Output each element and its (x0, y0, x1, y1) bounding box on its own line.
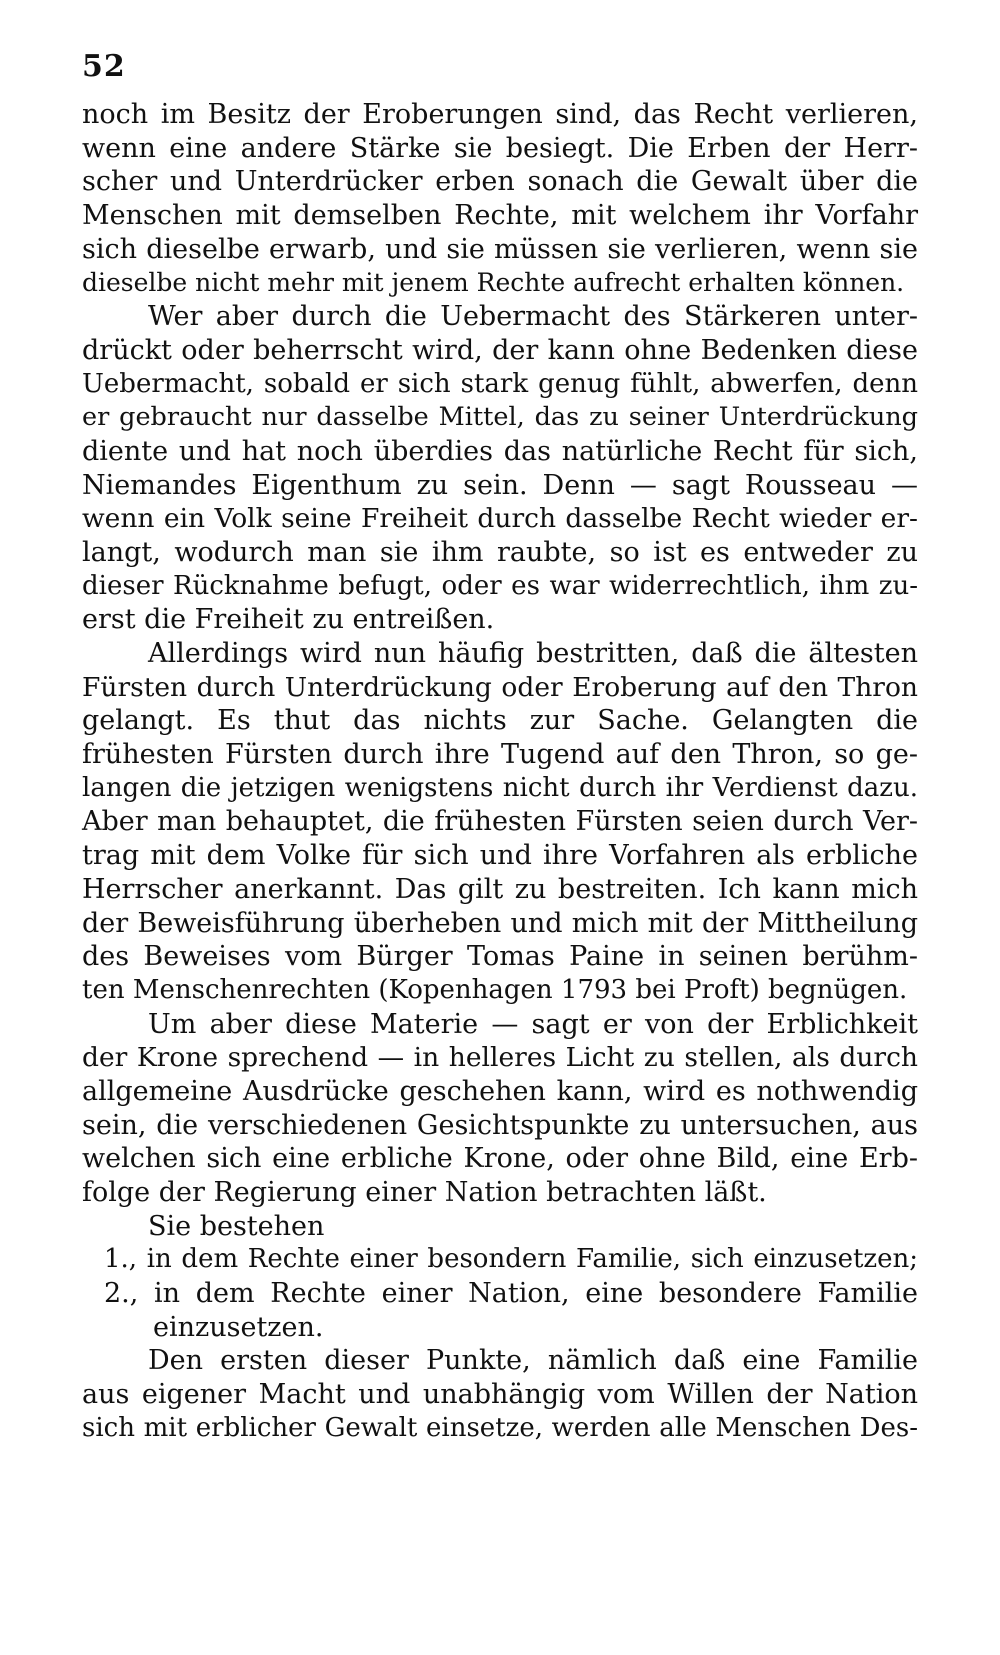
text-line: langt, wodurch man sie ihm raubte, so ist es entweder zu (82, 536, 918, 568)
list-item-continuation: einzusetzen. (153, 1311, 324, 1343)
text-line: erst die Freiheit zu entreißen. (82, 604, 495, 636)
text-line: drückt oder beherrscht wird, der kann ohne Bedenken diese (82, 334, 918, 366)
list-item: 1., in dem Rechte einer besondern Familie, sich einzusetzen; (104, 1244, 918, 1275)
text-line: wenn ein Volk seine Freiheit durch dasselbe Recht wieder er- (82, 503, 918, 535)
document-page (82, 36, 918, 1446)
text-line: dieser Rücknahme befugt, oder es war widerrechtlich, ihm zu- (82, 570, 918, 601)
text-line: Aber man behauptet, die frühesten Fürsten seien durch Ver- (82, 806, 918, 838)
text-line: der Beweisführung überheben und mich mit der Mittheilung (82, 907, 918, 939)
list-item: 2., in dem Rechte einer Nation, eine besondere Familie (104, 1278, 918, 1310)
text-line: Den ersten dieser Punkte, nämlich daß eine Familie (148, 1345, 918, 1377)
text-line: gelangt. Es thut das nichts zur Sache. Gelangten die (82, 705, 918, 737)
text-line: wenn eine andere Stärke sie besiegt. Die Erben der Herr- (82, 132, 918, 164)
text-line: Herrscher anerkannt. Das gilt zu bestreiten. Ich kann mich (82, 873, 918, 905)
body-text (82, 98, 918, 1446)
text-line: ten Menschenrechten (Kopenhagen 1793 bei Proft) begnügen. (82, 974, 908, 1005)
text-line: folge der Regierung einer Nation betrachten läßt. (82, 1177, 767, 1208)
text-line: allgemeine Ausdrücke geschehen kann, wird es nothwendig (82, 1075, 918, 1107)
text-line: Menschen mit demselben Rechte, mit welchem ihr Vorfahr (82, 200, 918, 232)
text-line: diente und hat noch überdies das natürliche Recht für sich, (82, 435, 918, 467)
text-line: Wer aber durch die Uebermacht des Stärkeren unter- (148, 301, 918, 333)
text-line: scher und Unterdrücker erben sonach die Gewalt über die (82, 166, 918, 198)
text-line: Uebermacht, sobald er sich stark genug fühlt, abwerfen, denn (82, 368, 918, 399)
text-line: Niemandes Eigenthum zu sein. Denn — sagt Rousseau — (82, 469, 918, 501)
page-number: 52 (82, 49, 126, 84)
text-line: er gebraucht nur dasselbe Mittel, das zu seiner Unterdrückung (82, 402, 918, 433)
text-line: sich dieselbe erwarb, und sie müssen sie verlieren, wenn sie (82, 233, 918, 265)
text-line: trag mit dem Volke für sich und ihre Vorfahren als erbliche (82, 840, 918, 872)
text-line: dieselbe nicht mehr mit jenem Rechte aufrecht erhalten können. (82, 268, 905, 298)
text-line: aus eigener Macht und unabhängig vom Willen der Nation (82, 1379, 918, 1411)
text-line: Fürsten durch Unterdrückung oder Eroberung auf den Thron (82, 671, 918, 703)
text-line: der Krone sprechend — in helleres Licht zu stellen, als durch (82, 1042, 918, 1074)
text-line: Um aber diese Materie — sagt er von der Erblichkeit (148, 1008, 918, 1040)
text-line: Sie bestehen (148, 1210, 325, 1242)
text-line: langen die jetzigen wenigstens nicht durch ihr Verdienst dazu. (82, 772, 918, 803)
text-line: sein, die verschiedenen Gesichtspunkte zu untersuchen, aus (82, 1109, 918, 1141)
text-line: des Beweises vom Bürger Tomas Paine in seinen berühm- (82, 941, 918, 973)
text-line: frühesten Fürsten durch ihre Tugend auf den Thron, so ge- (82, 739, 918, 771)
text-line: welchen sich eine erbliche Krone, oder ohne Bild, eine Erb- (82, 1143, 918, 1175)
text-line: Allerdings wird nun häufig bestritten, daß die ältesten (148, 638, 918, 669)
text-line: sich mit erblicher Gewalt einsetze, werden alle Menschen Des- (82, 1412, 918, 1443)
text-line: noch im Besitz der Eroberungen sind, das Recht verlieren, (82, 99, 918, 130)
